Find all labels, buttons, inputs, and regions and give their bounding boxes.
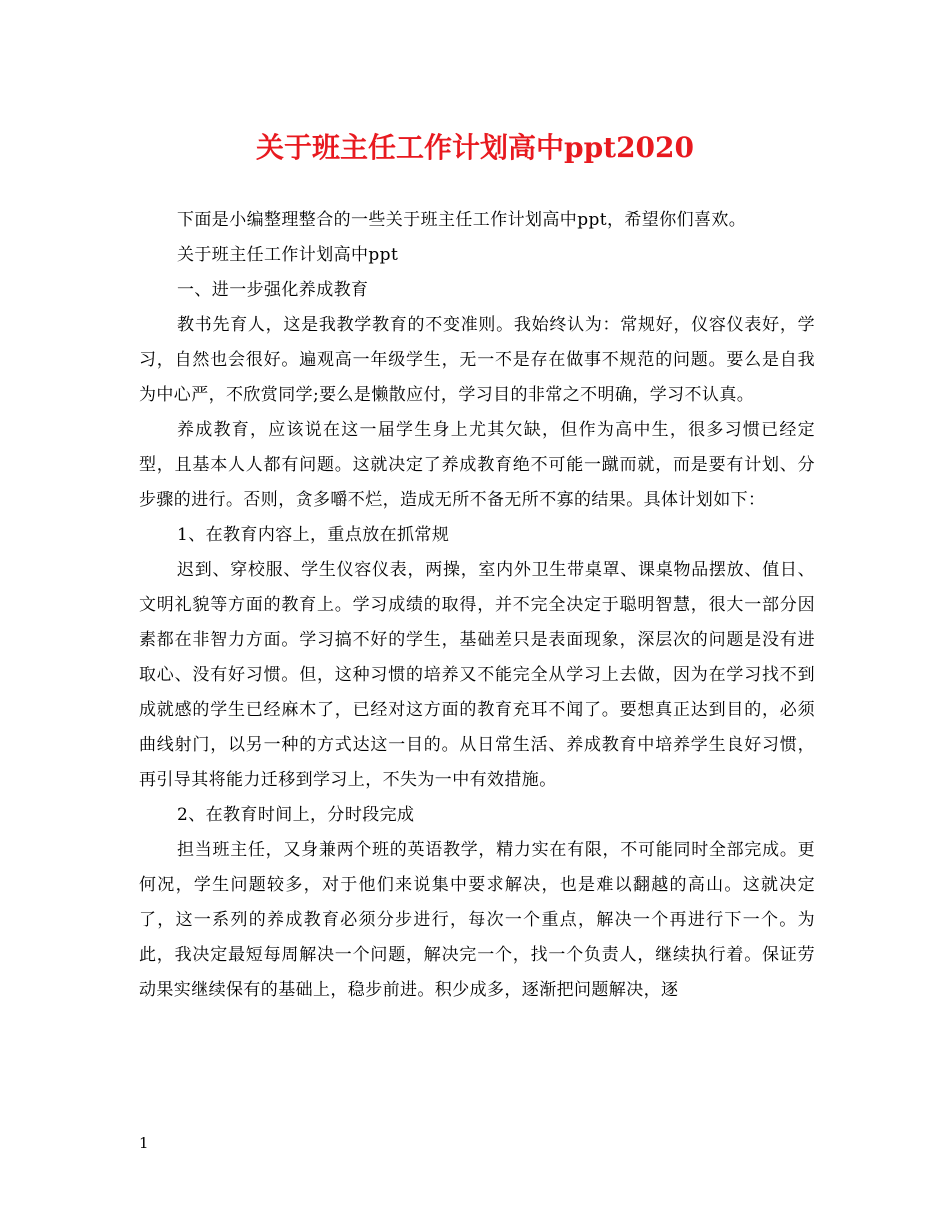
paragraph-intro: 下面是小编整理整合的一些关于班主任工作计划高中ppt，希望你们喜欢。 [177,210,747,230]
subsection-heading-2: 2、在教育时间上，分时段完成 [177,805,415,825]
paragraph: 教书先育人，这是我教学教育的不变准则。我始终认为：常规好，仪容仪表好，学习，自然也会很好。遍观高一年级学生，无一不是存在做事不规范的问题。要么是自我为中心严，不欣赏同学;要么是懒散应付，学习目的非常之不明确，学习不认真。 [139,315,815,405]
paragraph-subtitle: 关于班主任工作计划高中ppt [177,245,399,265]
document-title: 关于班主任工作计划高中ppt2020 [255,131,695,164]
paragraph: 迟到、穿校服、学生仪容仪表，两操，室内外卫生带桌罩、课桌物品摆放、值日、文明礼貌等方面的教育上。学习成绩的取得，并不完全决定于聪明智慧，很大一部分因素都在非智力方面。学习搞不好的学生，基础差只是表面现象，深层次的问题是没有进取心、没有好习惯。但，这种习惯的培养又不能完全从学习上去做，因为在学习找不到成就感的学生已经麻木了，已经对这方面的教育充耳不闻了。要想真正达到目的，必须曲线射门，以另一种的方式达这一目的。从日常生活、养成教育中培养学生良好习惯，再引导其将能力迁移到学习上，不失为一中有效措施。 [139,560,815,790]
paragraph: 担当班主任，又身兼两个班的英语教学，精力实在有限，不可能同时全部完成。更何况，学生问题较多，对于他们来说集中要求解决，也是难以翻越的高山。这就决定了，这一系列的养成教育必须分步进行，每次一个重点，解决一个再进行下一个。为此，我决定最短每周解决一个问题，解决完一个，找一个负责人，继续执行着。保证劳动果实继续保有的基础上，稳步前进。积少成多，逐渐把问题解决，逐 [139,840,815,1000]
subsection-heading-1: 1、在教育内容上，重点放在抓常规 [177,525,450,545]
page-number: 1 [139,1134,149,1152]
section-heading-1: 一、进一步强化养成教育 [177,280,369,300]
paragraph: 养成教育，应该说在这一届学生身上尤其欠缺，但作为高中生，很多习惯已经定型，且基本人人都有问题。这就决定了养成教育绝不可能一蹴而就，而是要有计划、分步骤的进行。否则，贪多嚼不烂，造成无所不备无所不寡的结果。具体计划如下： [139,420,815,510]
document-body [139,203,815,1008]
